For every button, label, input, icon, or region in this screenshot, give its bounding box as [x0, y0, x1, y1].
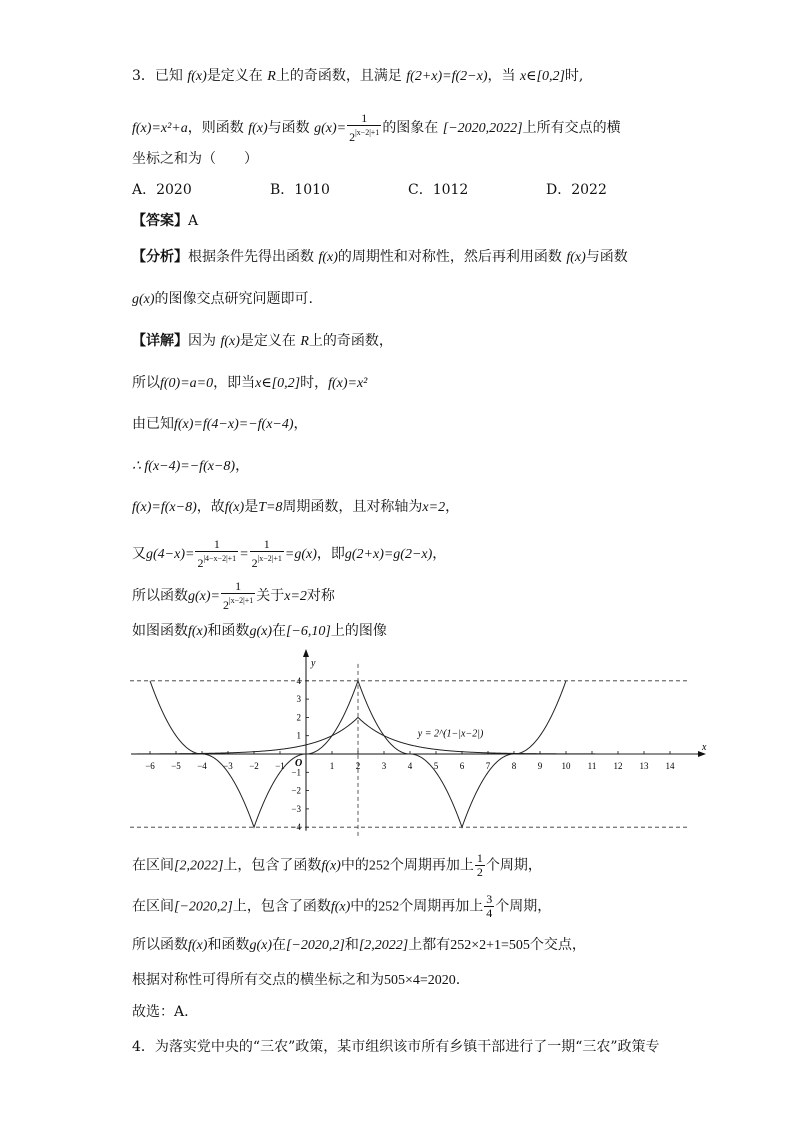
math: f(x): [321, 858, 341, 874]
option-b[interactable]: B．1010: [270, 182, 330, 198]
option-d[interactable]: D．2022: [546, 182, 607, 198]
math: 505×4=2020: [384, 973, 456, 988]
curve-g-label: y = 2^(1−|x−2|): [417, 728, 484, 740]
math: [−2020,2022]: [442, 121, 523, 136]
text: 时,: [564, 68, 584, 84]
math: f(x)=f(4−x)=−f(x−4): [174, 417, 294, 432]
origin-label: O: [295, 758, 303, 769]
text: 根据条件先得出函数: [188, 249, 314, 265]
text: 与函数: [585, 249, 628, 265]
math: f(x): [220, 334, 240, 349]
x-tick-label: −6: [145, 761, 155, 771]
exponent: |x−2|+1: [355, 128, 380, 137]
analysis-line2: [132, 289, 313, 310]
math: x∈[0,2]: [519, 69, 565, 84]
x-tick-label: 11: [587, 761, 597, 771]
base: 2: [349, 130, 356, 144]
q3-number: 3．: [132, 68, 155, 84]
text: 与函数: [267, 120, 310, 136]
denominator: 4: [486, 906, 493, 920]
answer-line: [132, 211, 198, 231]
q3-line1: [132, 66, 583, 87]
x-axis-label: x: [702, 742, 707, 753]
numerator: 1: [347, 112, 381, 126]
fraction: [195, 538, 238, 570]
fraction: [475, 852, 485, 879]
base: 2: [251, 556, 258, 570]
math: [−2020,2]: [174, 899, 233, 915]
text: 时，: [300, 375, 329, 391]
text: 个周期再加上: [399, 898, 484, 915]
x-tick-label: 5: [433, 761, 439, 771]
numerator: 1: [250, 538, 284, 552]
text: 和: [344, 937, 359, 953]
math: x=2: [422, 500, 446, 515]
detail-line10: [132, 893, 551, 920]
math: 252×2+1=505: [450, 938, 530, 953]
math: g(2+x)=g(2−x): [344, 547, 433, 562]
math: [−2020,2]: [285, 938, 345, 953]
q3-line2: [132, 112, 621, 144]
math: =: [239, 547, 249, 562]
math: x∈[0,2]: [255, 376, 301, 391]
numerator: 1: [476, 851, 483, 865]
text: 个周期，: [495, 898, 552, 915]
text: ，: [445, 499, 460, 515]
text: ，则函数: [187, 120, 244, 136]
math: f(x): [188, 624, 208, 639]
y-axis-label: y: [311, 658, 316, 669]
math: f(x)=x²: [328, 376, 368, 391]
y-tick-label: −1: [291, 767, 301, 778]
detail-line9: [132, 852, 542, 879]
x-tick-label: −3: [223, 761, 233, 771]
math: f(x): [248, 121, 268, 136]
text: 由已知: [132, 416, 174, 432]
math: ∴ f(x−4)=−f(x−8): [132, 459, 236, 474]
text: 上的图像: [330, 623, 387, 639]
text: 如图函数: [132, 623, 188, 639]
math: 252: [368, 858, 390, 874]
x-tick-label: −5: [171, 761, 181, 771]
detail-line3: [132, 414, 308, 435]
text: 上所有交点的横: [522, 120, 621, 136]
math: f(x): [566, 250, 586, 265]
text: ，: [235, 458, 250, 474]
numerator: 3: [486, 892, 493, 906]
q3-options: [132, 180, 684, 200]
math: f(x)=x²+a: [132, 121, 188, 136]
x-tick-label: 8: [511, 761, 517, 771]
exponent: |x−2|+1: [257, 554, 282, 563]
numerator: 1: [221, 580, 255, 594]
exponent: |x−2|+1: [229, 596, 254, 605]
text: 中的: [350, 898, 379, 915]
math: [2,2022]: [358, 938, 409, 953]
math: g(x)=: [314, 121, 347, 136]
detail-line11: [132, 935, 586, 956]
text: 在区间: [132, 857, 174, 874]
fraction: [221, 580, 255, 612]
y-tick-label: −4: [291, 822, 301, 833]
text: 的图像交点研究问题即可.: [154, 291, 313, 307]
text: 个周期再加上: [389, 857, 474, 874]
text: 个交点，: [529, 937, 586, 953]
answer-value: A: [188, 213, 199, 229]
text: 是定义在: [206, 68, 263, 84]
fraction: [484, 893, 494, 920]
text: 已知: [154, 68, 183, 84]
x-tick-label: 12: [613, 761, 623, 771]
math: R: [300, 334, 309, 349]
math: g(x): [249, 624, 272, 639]
text: ，当: [487, 68, 516, 84]
exponent: |4−x−2|+1: [203, 554, 237, 563]
text: 上都有: [408, 937, 451, 953]
y-tick-label: 2: [296, 712, 301, 723]
text: 因为: [188, 333, 216, 349]
denominator: [221, 594, 255, 612]
text: 所以函数: [132, 588, 188, 604]
math: f(x): [188, 938, 208, 953]
denominator: [347, 126, 381, 144]
detail-line5: [132, 497, 459, 518]
reference-lines: [130, 664, 688, 839]
math: g(x)=: [188, 589, 220, 604]
math: f(2+x)=f(2−x): [406, 69, 488, 84]
fraction: [347, 112, 381, 144]
math: f(x)=f(x−8): [132, 500, 197, 515]
detail-line6: [132, 538, 446, 570]
text: 是: [244, 499, 259, 515]
x-tick-label: 14: [665, 761, 675, 771]
function-graph: [120, 648, 707, 844]
x-tick-label: 1: [329, 761, 335, 771]
math: [−6,10]: [285, 624, 331, 639]
x-tick-label: 2: [355, 761, 361, 771]
text: 和函数: [207, 937, 250, 953]
text: 上，包含了函数: [223, 857, 322, 874]
detail-line7: [132, 580, 335, 612]
y-tick-label: −2: [291, 785, 301, 796]
text: 上的奇函数，: [308, 333, 393, 349]
detail-line12: [132, 970, 460, 991]
x-tick-label: 4: [407, 761, 413, 771]
math: R: [267, 69, 276, 84]
text: .: [455, 972, 461, 988]
detail-line4: [132, 456, 249, 477]
math: f(x): [224, 500, 245, 515]
text: 根据对称性可得所有交点的横坐标之和为: [132, 972, 384, 988]
base: 2: [223, 598, 229, 612]
y-tick-label: 3: [296, 694, 301, 705]
text: 在区间: [132, 898, 174, 915]
text: 所以: [132, 375, 160, 391]
math: T=8: [258, 500, 283, 515]
q4-line1: 4．为落实党中央的“三农”政策，某市组织该市所有乡镇干部进行了一期“三农”政策专: [132, 1039, 660, 1055]
y-tick-label: −3: [291, 803, 301, 814]
detail-line1: [132, 331, 393, 352]
x-tick-label: −2: [249, 761, 259, 771]
detail-line13: 故选：A.: [132, 1004, 189, 1020]
x-tick-label: 10: [561, 761, 571, 771]
denominator: 2: [476, 865, 483, 879]
text: ，: [293, 416, 308, 432]
analysis-label: 【分析】: [132, 249, 188, 265]
text: ，即: [316, 546, 345, 562]
detail-line8: [132, 621, 387, 642]
detail-line2: [132, 373, 367, 394]
detail-label: 【详解】: [132, 333, 188, 349]
text: 对称: [306, 588, 335, 604]
text: 在: [271, 937, 286, 953]
x-tick-label: −4: [197, 761, 207, 771]
x-tick-label: 13: [639, 761, 649, 771]
text: 中的: [340, 857, 369, 874]
math: f(x): [318, 250, 338, 265]
math: f(0)=a=0: [160, 376, 214, 391]
x-tick-label: −1: [275, 761, 285, 771]
y-tick-label: 4: [296, 675, 301, 686]
text: 周期函数，且对称轴为: [282, 499, 423, 515]
y-axis-arrow: [303, 649, 309, 657]
text: 的周期性和对称性，然后再利用函数: [337, 249, 562, 265]
math: g(4−x)=: [146, 547, 195, 562]
option-c[interactable]: C．1012: [408, 182, 469, 198]
numerator: 1: [195, 538, 238, 552]
base: 2: [197, 556, 204, 570]
y-tick-label: 1: [296, 730, 301, 741]
denominator: [195, 552, 238, 570]
text: 的图象在: [382, 120, 439, 136]
text: 所以函数: [132, 937, 188, 953]
math: g(x): [132, 292, 155, 307]
q3-line3: 坐标之和为（ ）: [132, 151, 258, 167]
curve-g: [137, 717, 696, 754]
x-tick-label: 7: [485, 761, 491, 771]
answer-label: 【答案】: [132, 213, 188, 229]
text: 又: [132, 546, 146, 562]
math: =g(x): [284, 547, 317, 562]
option-a[interactable]: A．2020: [132, 182, 192, 198]
analysis-line1: [132, 247, 628, 268]
text: 关于: [256, 588, 285, 604]
math: f(x): [330, 899, 351, 915]
math: g(x): [249, 938, 272, 953]
axes: [131, 649, 707, 831]
text: 上的奇函数，且满足: [275, 68, 402, 84]
math: x=2: [284, 589, 307, 604]
text: ，即当: [213, 375, 256, 391]
x-tick-label: 9: [537, 761, 543, 771]
text: 在: [271, 623, 286, 639]
x-tick-label: 3: [381, 761, 387, 771]
text: 上，包含了函数: [232, 898, 331, 915]
text: ，: [432, 546, 447, 562]
text: 和函数: [207, 623, 250, 639]
text: 是定义在: [239, 333, 296, 349]
math: 252: [378, 899, 400, 915]
denominator: [250, 552, 284, 570]
math: [2,2022]: [174, 858, 224, 874]
text: 个周期，: [485, 857, 542, 874]
x-tick-label: 6: [459, 761, 465, 771]
text: ，故: [196, 499, 225, 515]
fraction: [250, 538, 284, 570]
math: f(x): [187, 69, 207, 84]
